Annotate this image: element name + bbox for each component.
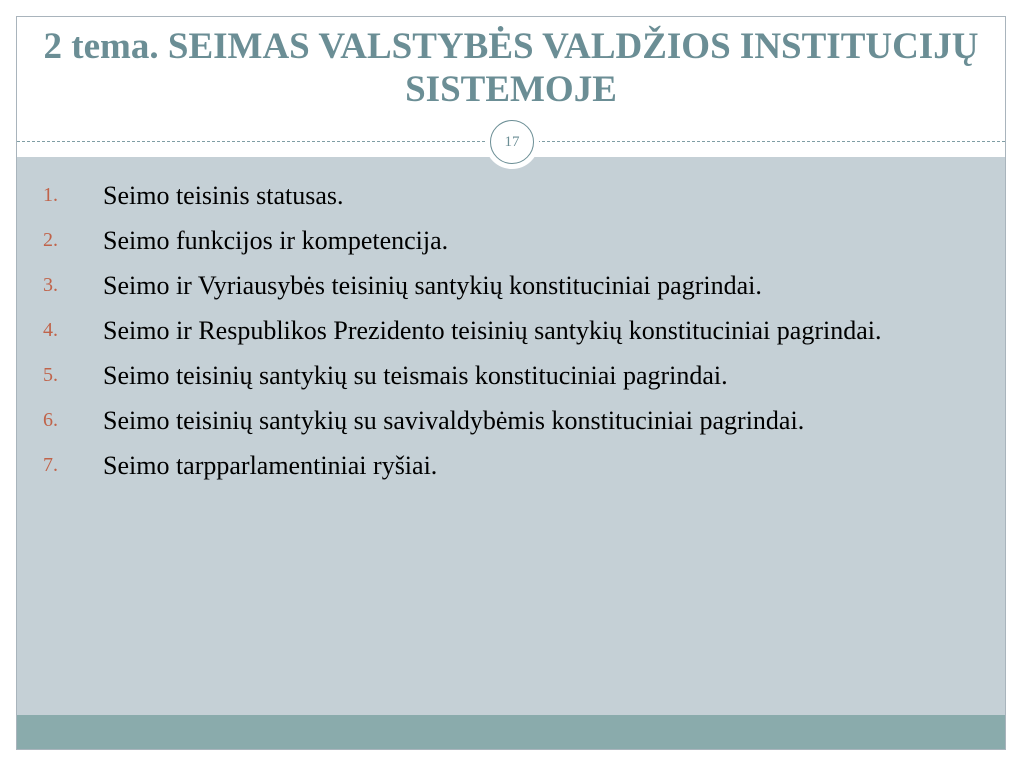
topic-number: 6. xyxy=(43,409,58,431)
topic-number: 3. xyxy=(43,274,58,296)
topic-number: 5. xyxy=(43,364,58,386)
footer-band xyxy=(17,715,1005,749)
topic-text: Seimo ir Respublikos Prezidento teisinių santykių konstituciniai pagrindai. xyxy=(103,316,882,345)
topic-item xyxy=(43,404,977,437)
topic-item xyxy=(43,359,977,392)
topic-item xyxy=(43,224,977,257)
topic-text: Seimo funkcijos ir kompetencija. xyxy=(103,226,449,255)
topic-number: 7. xyxy=(43,454,58,476)
topic-text: Seimo ir Vyriausybės teisinių santykių konstituciniai pagrindai. xyxy=(103,271,762,300)
topic-list xyxy=(43,179,977,494)
topic-item xyxy=(43,314,977,347)
slide xyxy=(16,16,1006,750)
slide-title: 2 tema. SEIMAS VALSTYBĖS VALDŽIOS INSTITUCIJŲ SISTEMOJE xyxy=(43,26,979,110)
topic-text: Seimo tarpparlamentiniai ryšiai. xyxy=(103,451,438,480)
topic-number: 2. xyxy=(43,229,58,251)
topic-item xyxy=(43,269,977,302)
page-number-badge xyxy=(485,115,539,169)
topic-number: 4. xyxy=(43,319,58,341)
topic-item xyxy=(43,179,977,212)
topic-text: Seimo teisinis statusas. xyxy=(103,181,344,210)
topic-text: Seimo teisinių santykių su savivaldybėmis konstituciniai pagrindai. xyxy=(103,406,805,435)
topic-text: Seimo teisinių santykių su teismais konstituciniai pagrindai. xyxy=(103,361,728,390)
page-number: 17 xyxy=(490,120,534,164)
topic-number: 1. xyxy=(43,184,58,206)
topic-item xyxy=(43,449,977,482)
